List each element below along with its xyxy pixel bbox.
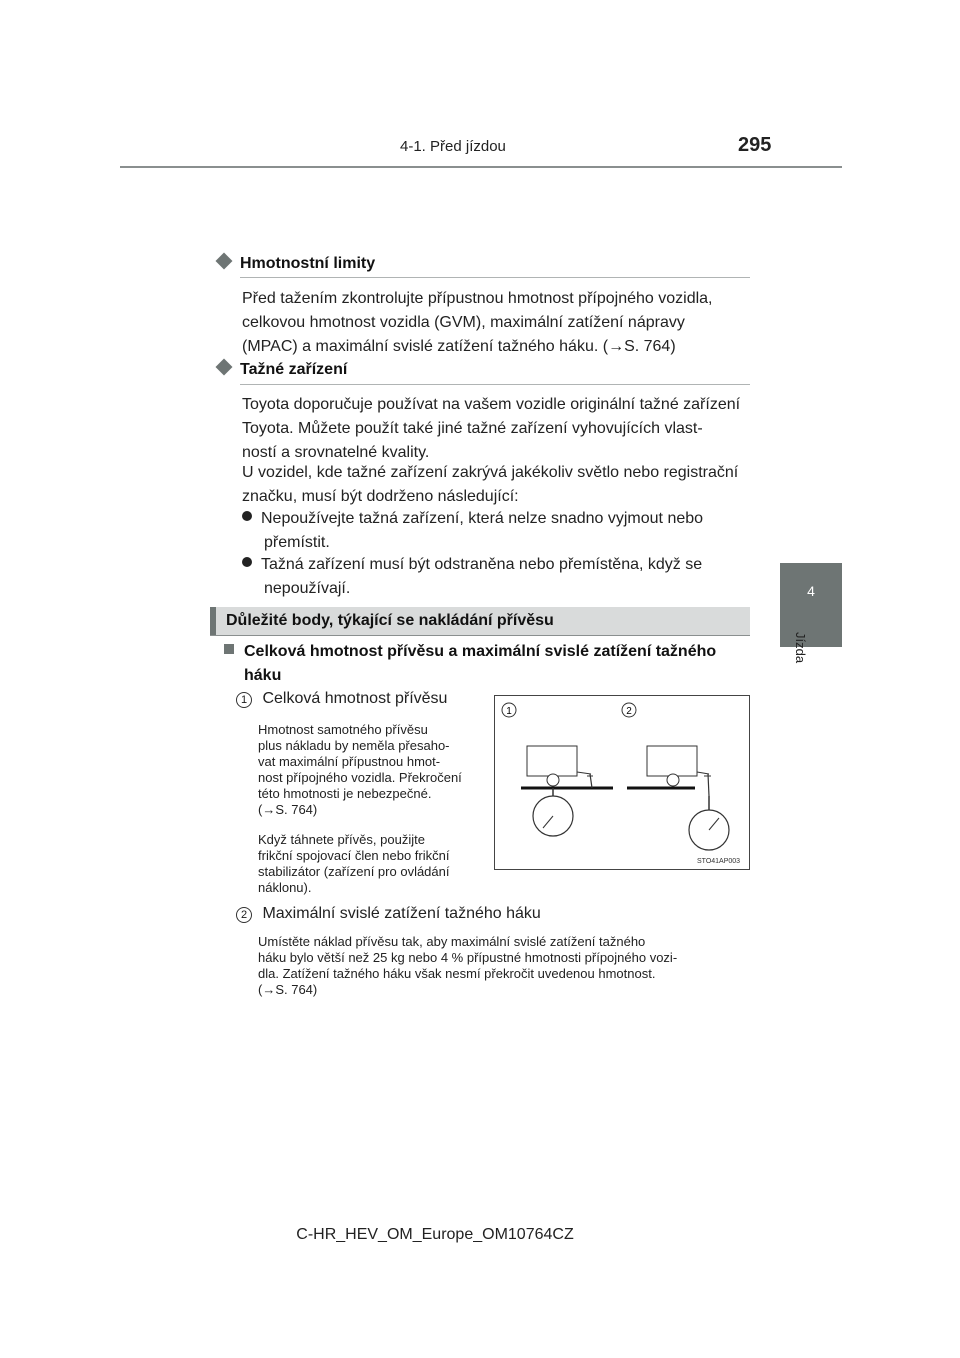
header-divider: [120, 166, 842, 168]
important-points-title: Důležité body, týkající se nakládání přívěsu: [226, 612, 554, 629]
text-line: (→S. 764): [258, 982, 318, 997]
trailer-2-drawing: [627, 746, 729, 850]
trailer-1-drawing: [521, 746, 613, 836]
trailer-scale-diagram: [495, 696, 749, 869]
item-1-text-2: [258, 832, 486, 896]
trailer-load-figure: [494, 695, 750, 870]
item-2: [236, 905, 541, 923]
divider: [240, 277, 750, 278]
text-line: stabilizátor (zařízení pro ovládání: [258, 864, 450, 879]
text-line: značku, musí být dodrženo následující:: [242, 488, 519, 505]
text-line: Toyota doporučuje používat na vašem vozidle originální tažné zařízení: [242, 396, 741, 413]
diamond-icon: [216, 359, 233, 376]
subheading-trailer-weight: [224, 640, 748, 688]
heading-towing-device: [218, 361, 347, 379]
page-number: 295: [738, 134, 772, 156]
figure-code: STO41AP003: [697, 858, 741, 865]
bullet-text-cont: nepoužívají.: [264, 580, 351, 597]
subheading-text-cont: háku: [244, 667, 282, 684]
footer-text: C-HR_HEV_OM_Europe_OM10764CZ: [296, 1226, 574, 1243]
bullet-text: Tažná zařízení musí být odstraněna nebo přemístěna, když se: [261, 556, 703, 573]
bullet-text: Nepoužívejte tažná zařízení, která nelze snadno vyjmout nebo: [261, 510, 704, 527]
text-line: vat maximální přípustnou hmot-: [258, 754, 441, 769]
divider: [240, 384, 750, 385]
heading-text: Hmotnostní limity: [240, 255, 376, 272]
text-line: háku bylo větší než 25 kg nebo 4 % přípustné hmotnosti přípojného vozi-: [258, 950, 678, 965]
item-2-title: Maximální svislé zatížení tažného háku: [262, 905, 541, 922]
text-line: Když táhnete přívěs, použijte: [258, 832, 425, 847]
bullet-icon: [242, 557, 252, 567]
text-line: Hmotnost samotného přívěsu: [258, 722, 428, 737]
heading-weight-limits: [218, 255, 375, 273]
document-footer: [0, 1226, 960, 1244]
section-title: 4-1. Před jízdou: [400, 138, 506, 155]
heading-text: Tažné zařízení: [240, 361, 348, 378]
chapter-number: 4: [807, 583, 815, 599]
diamond-icon: [216, 253, 233, 270]
text-line: dla. Zatížení tažného háku však nesmí překročit uvedenou hmotnost.: [258, 966, 656, 981]
bullet-icon: [242, 511, 252, 521]
bullet-item: [242, 507, 748, 555]
towing-paragraph-2: [242, 461, 748, 509]
weight-limits-paragraph: [242, 287, 748, 359]
text-line: frikční spojovací člen nebo frikční: [258, 848, 450, 863]
text-line: (MPAC) a maximální svislé zatížení tažného háku. (→S. 764): [242, 338, 676, 355]
text-line: ností a srovnatelné kvality.: [242, 444, 430, 461]
square-bullet-icon: [224, 644, 234, 654]
text-line: náklonu).: [258, 880, 312, 895]
text-line: Před tažením zkontrolujte přípustnou hmotnost přípojného vozidla,: [242, 290, 713, 307]
subheading-text: Celková hmotnost přívěsu a maximální svislé zatížení tažného: [244, 643, 717, 660]
label-1: 1: [506, 706, 512, 717]
text-line: plus nákladu by neměla přesaho-: [258, 738, 450, 753]
towing-paragraph-1: [242, 393, 748, 465]
item-1-text-1: [258, 722, 486, 818]
text-line: U vozidel, kde tažné zařízení zakrývá jakékoliv světlo nebo registrační: [242, 464, 739, 481]
text-line: Toyota. Můžete použít také jiné tažné zařízení vyhovujících vlast-: [242, 420, 703, 437]
chapter-tab: [780, 563, 842, 647]
number-2-icon: 2: [236, 907, 252, 923]
text-line: nost přípojného vozidla. Překročení: [258, 770, 462, 785]
chapter-label: Jízda: [793, 632, 808, 664]
bullet-text-cont: přemístit.: [264, 534, 330, 551]
item-1-title: Celková hmotnost přívěsu: [262, 690, 448, 707]
divider: [210, 635, 750, 636]
label-2: 2: [626, 706, 632, 717]
text-line: této hmotnosti je nebezpečné.: [258, 786, 432, 801]
text-line: Umístěte náklad přívěsu tak, aby maximální svislé zatížení tažného: [258, 934, 646, 949]
item-1: [236, 690, 447, 708]
text-line: celkovou hmotnost vozidla (GVM), maximální zatížení nápravy: [242, 314, 685, 331]
important-points-header: [210, 607, 750, 635]
item-2-text: [258, 934, 748, 998]
text-line: (→S. 764): [258, 802, 318, 817]
number-1-icon: 1: [236, 692, 252, 708]
bullet-item: [242, 553, 748, 601]
